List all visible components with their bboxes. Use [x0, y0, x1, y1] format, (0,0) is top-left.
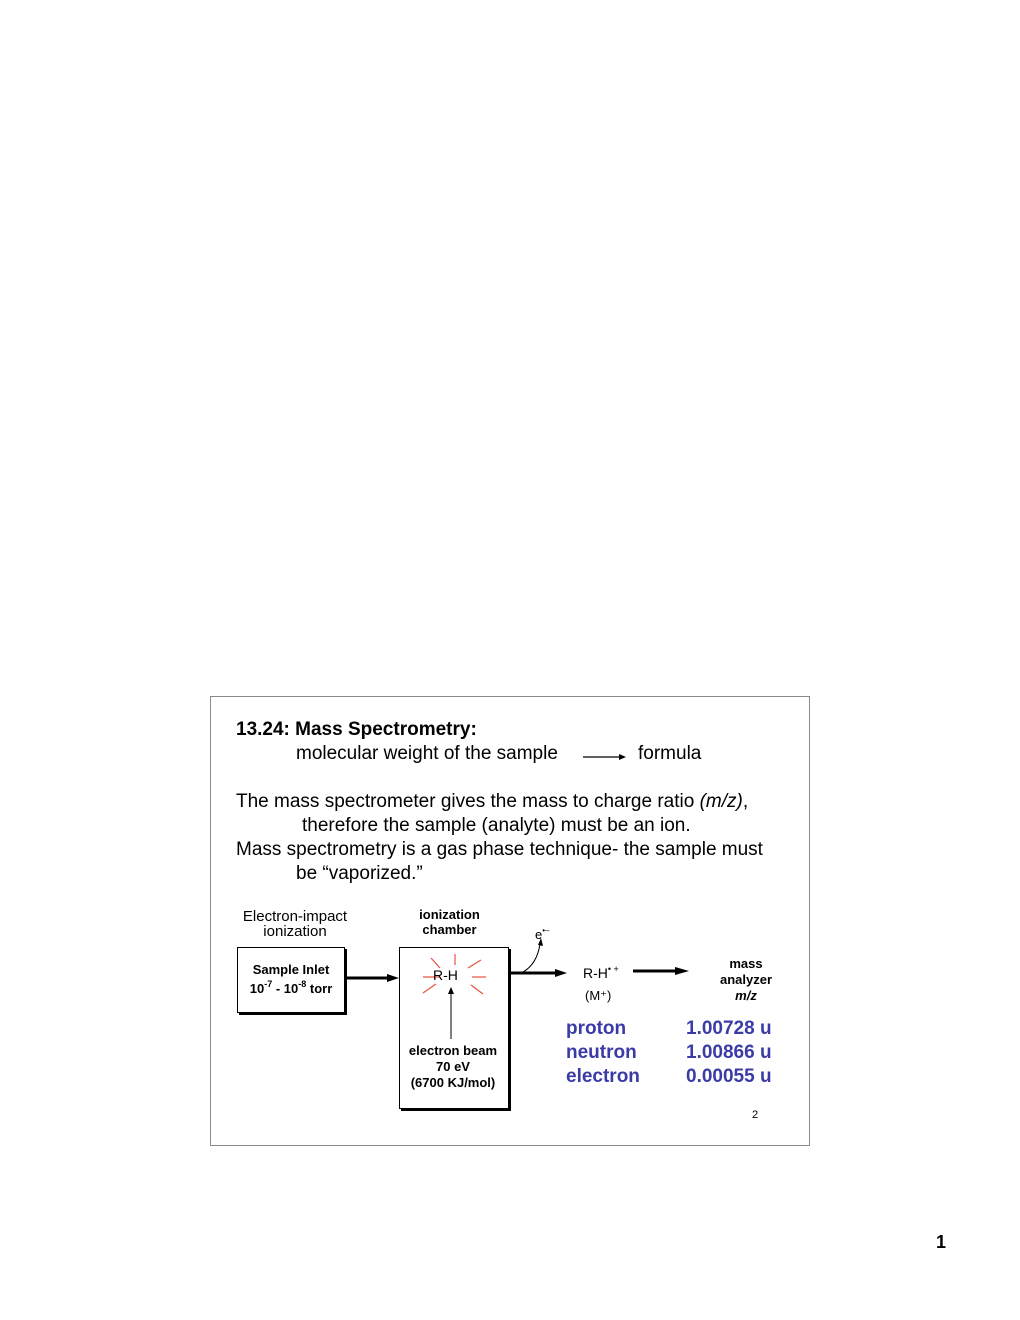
arrow-right-icon [633, 965, 691, 977]
page-number: 1 [936, 1232, 947, 1252]
slide-number: 2 [752, 1109, 759, 1121]
inlet-pressure: $10^{-7} - 10^{-8}$ torr [249, 979, 333, 996]
slide [210, 696, 810, 1146]
molecule-label: R-H [433, 967, 458, 983]
method-label: Electron-impact ionization [242, 908, 348, 940]
particle-mass-table [566, 1018, 772, 1090]
arrow-right-icon [345, 972, 401, 984]
mass-analyzer-label: mass analyzer m/z [719, 956, 773, 1003]
sample-inlet-box [237, 947, 345, 1013]
inlet-title: Sample Inlet [252, 962, 330, 977]
arrow-right-icon [583, 752, 627, 762]
electron-beam-label: electron beam 70 eV (6700 KJ/mol) [408, 1043, 498, 1090]
paragraph-2-line-2: be “vaporized.” [296, 863, 423, 884]
mass-row-electron: electron 0.00055 u [566, 1066, 772, 1087]
paragraph-2-line-1: Mass spectrometry is a gas phase technique- the sample must [236, 839, 763, 860]
paragraph-1-line-1: The mass spectrometer gives the mass to charge ratio (m/z), [236, 791, 749, 812]
paragraph-1-line-2: therefore the sample (analyte) must be an ion. [302, 815, 691, 836]
subtitle-left: molecular weight of the sample [296, 743, 558, 764]
mass-row-neutron: neutron 1.00866 u [566, 1042, 772, 1063]
slide-title: 13.24: Mass Spectrometry: [236, 719, 477, 740]
ejected-electron-label: e•– [535, 926, 550, 942]
electron-beam-arrow-icon [446, 987, 456, 1041]
chamber-label: ionization chamber [419, 907, 480, 937]
radical-cation-label: R-H• + [583, 964, 619, 981]
mass-row-proton: proton 1.00728 u [566, 1018, 772, 1039]
molecular-ion-label: (M⁺) [585, 988, 612, 1003]
subtitle-right: formula [638, 743, 702, 764]
